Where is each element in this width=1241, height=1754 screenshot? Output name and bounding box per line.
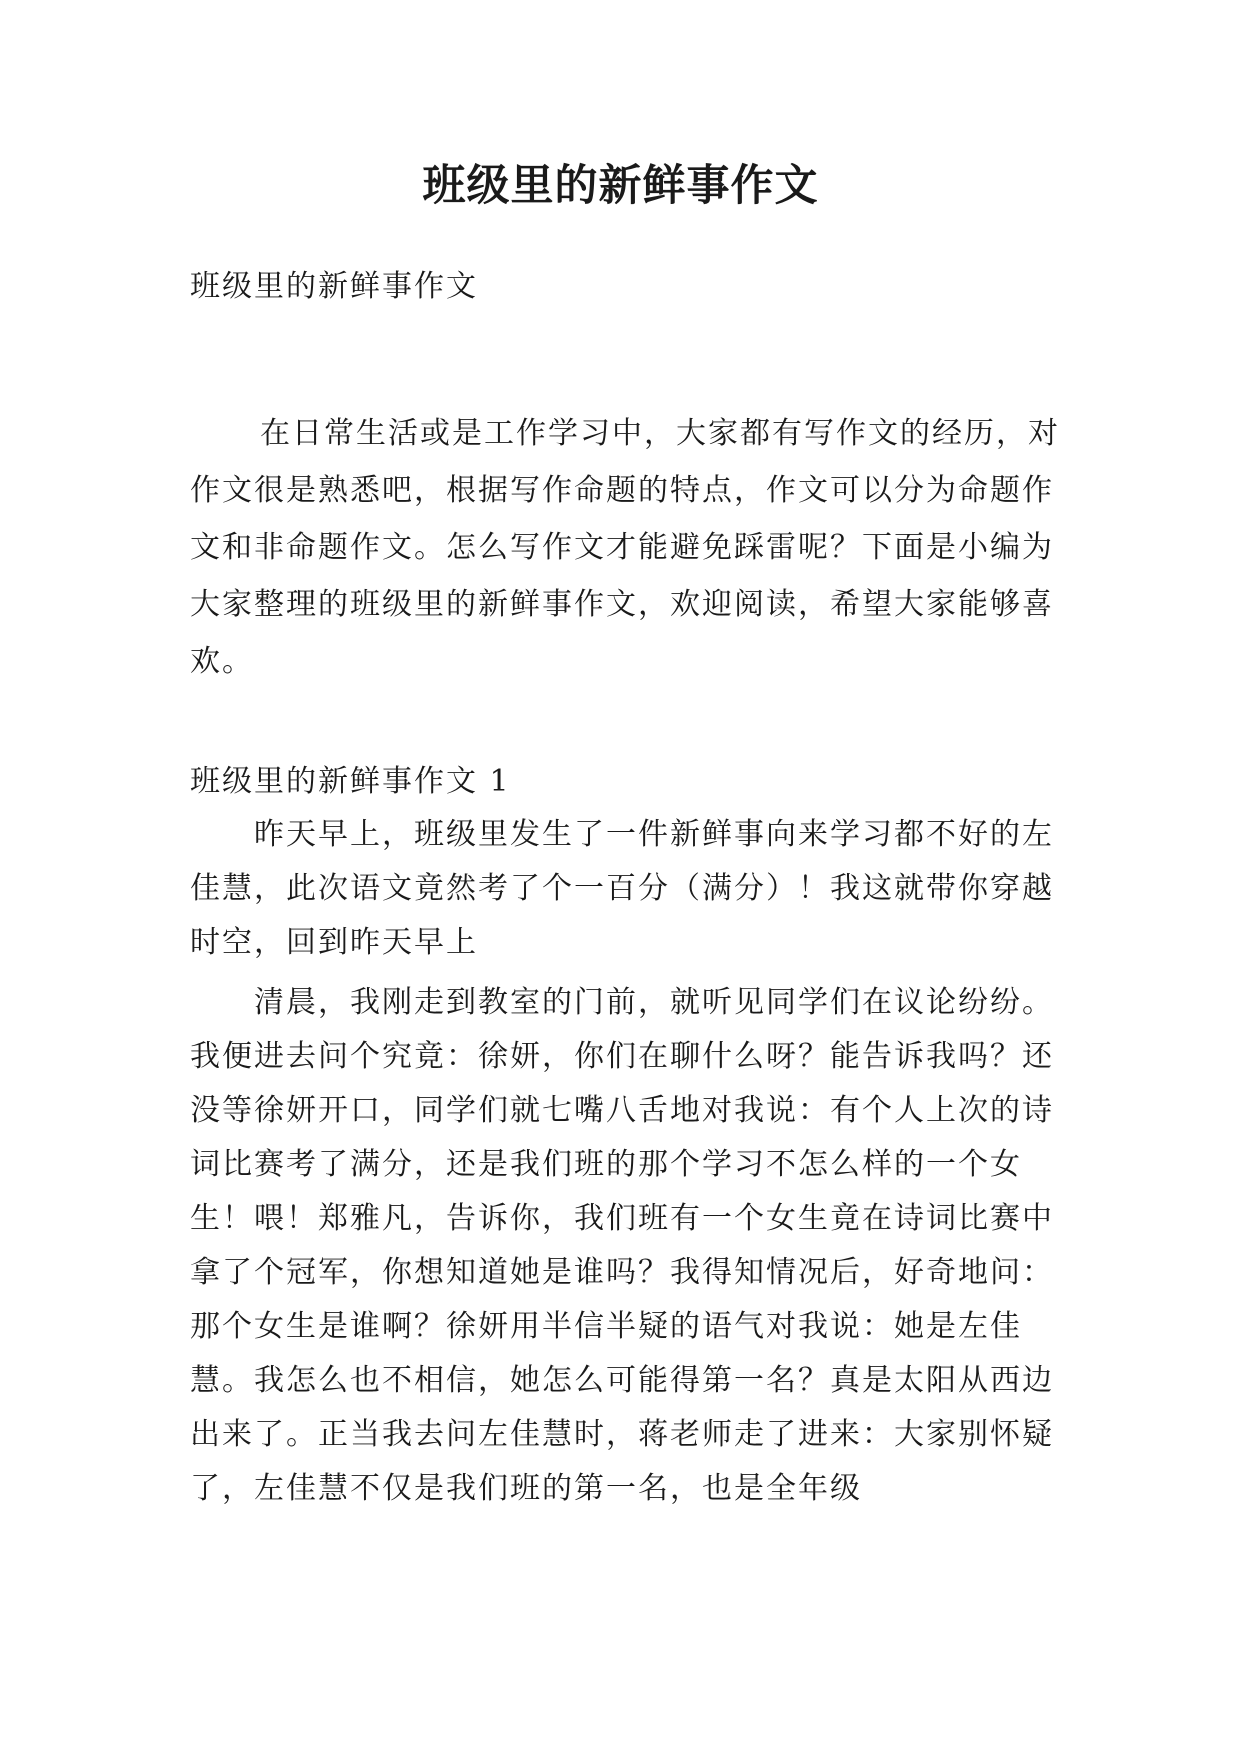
body-paragraph: 昨天早上，班级里发生了一件新鲜事向来学习都不好的左佳慧，此次语文竟然考了个一百分（满分）！我这就带你穿越时空，回到昨天早上	[190, 817, 1054, 960]
section-heading: 班级里的新鲜事作文 1	[190, 764, 511, 799]
body-paragraph: 清晨，我刚走到教室的门前，就听见同学们在议论纷纷。我便进去问个究竟：徐妍，你们在聊什么呀？能告诉我吗？还没等徐妍开口，同学们就七嘴八舌地对我说：有个人上次的诗词比赛考了满分，还是我们班的那个学习不怎么样的一个女生！喂！郑雅凡，告诉你，我们班有一个女生竟在诗词比赛中拿了个冠军，你想知道她是谁吗？我得知情况后，好奇地问：那个女生是谁啊？徐妍用半信半疑的语气对我说：她是左佳慧。我怎么也不相信，她怎么可能得第一名？真是太阳从西边出来了。正当我去问左佳慧时，蒋老师走了进来：大家别怀疑了，左佳慧不仅是我们班的第一名，也是全年级	[190, 985, 1054, 1506]
document-title: 班级里的新鲜事作文	[422, 161, 819, 211]
intro-paragraph: 在日常生活或是工作学习中，大家都有写作文的经历，对作文很是熟悉吧，根据写作命题的特点，作文可以分为命题作文和非命题作文。怎么写作文才能避免踩雷呢？下面是小编为大家整理的班级里的新鲜事作文，欢迎阅读，希望大家能够喜欢。	[190, 416, 1060, 679]
document-subtitle: 班级里的新鲜事作文	[190, 269, 478, 304]
